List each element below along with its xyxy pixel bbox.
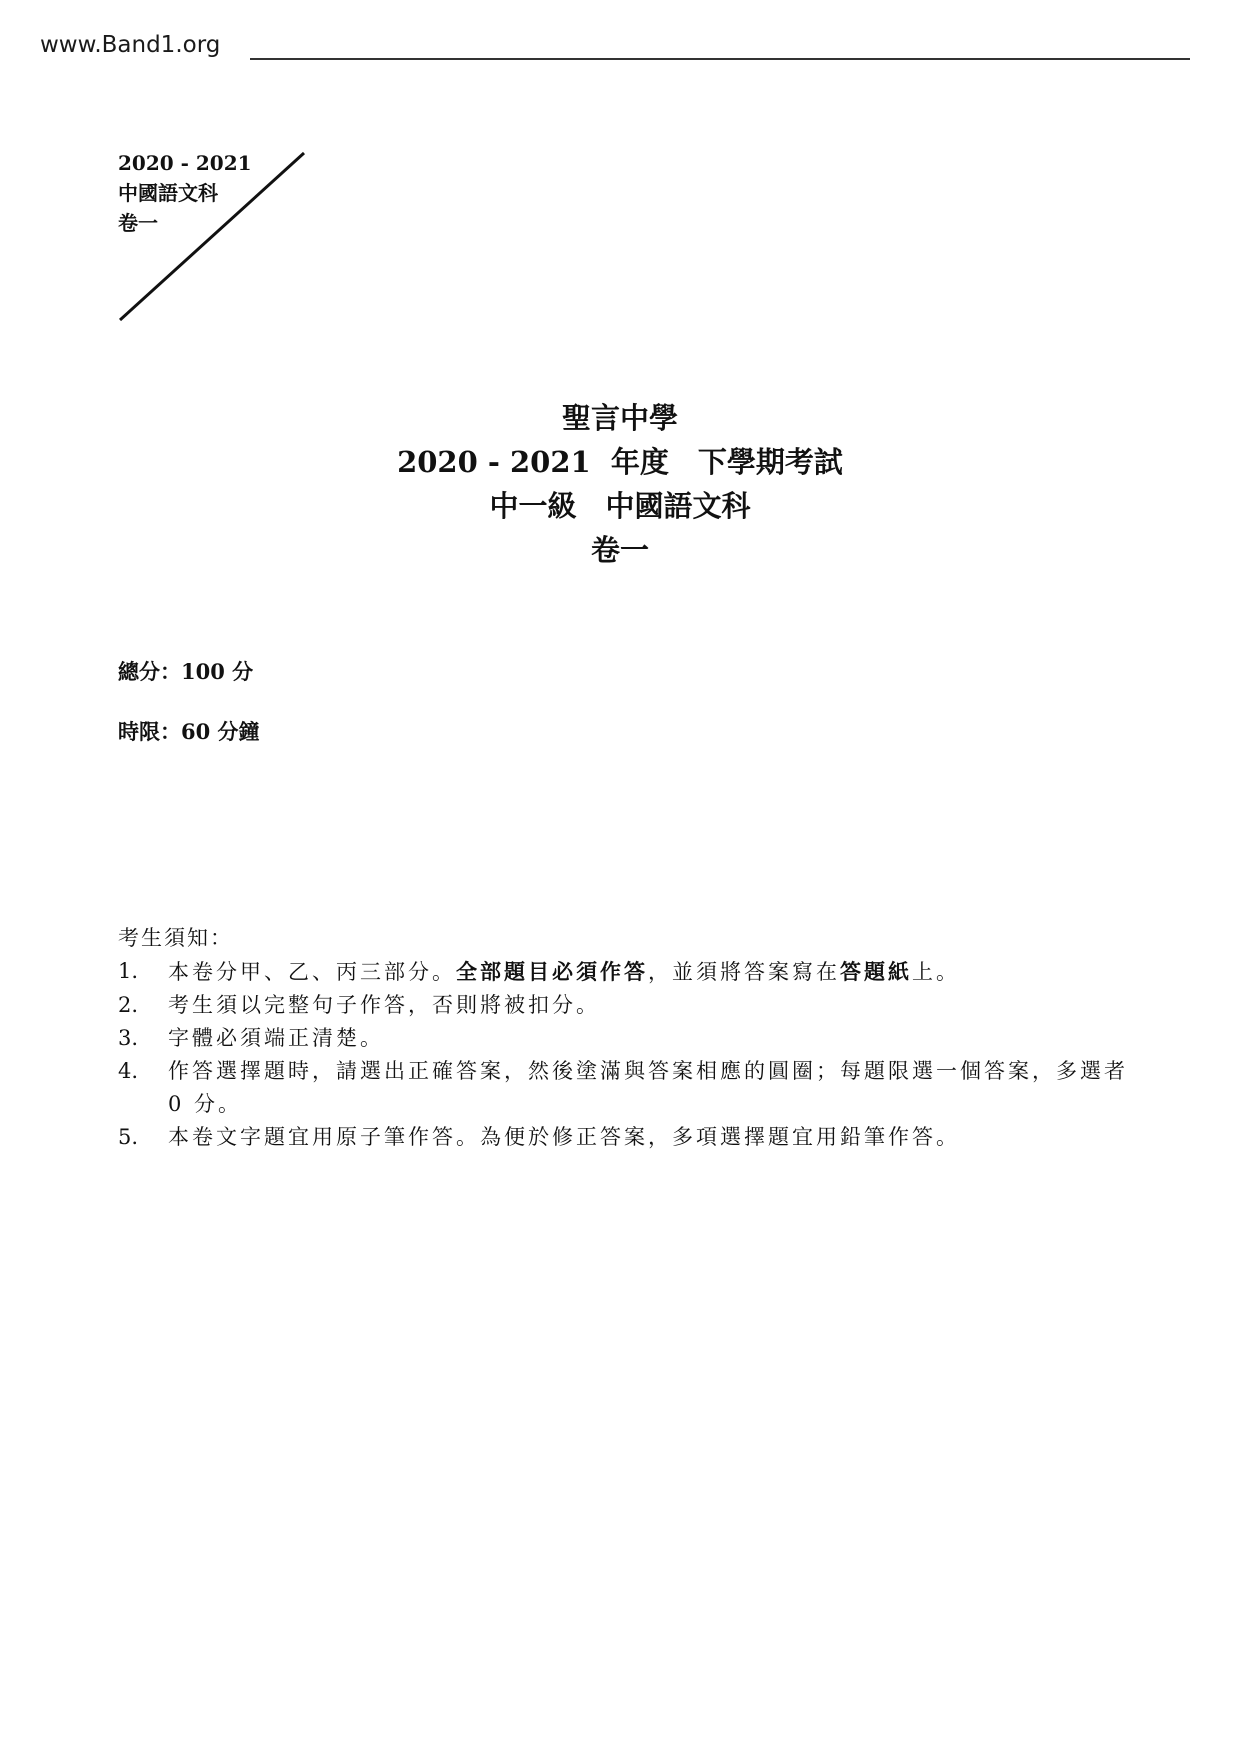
instruction-text: 作答選擇題時，請選出正確答案，然後塗滿與答案相應的圓圈；每題限選一個答案，多選者 0 分。 (168, 1059, 1128, 1116)
corner-label-box (118, 148, 318, 328)
site-header (40, 30, 1190, 62)
header-rule (250, 58, 1190, 60)
instruction-number: 2. (118, 993, 139, 1017)
instruction-item (118, 1022, 1128, 1055)
paper-title: 卷一 (590, 533, 649, 567)
instruction-item (118, 1121, 1128, 1154)
instruction-text: 本卷文字題宜用原子筆作答。為便於修正答案，多項選擇題宜用鉛筆作答。 (168, 1125, 960, 1149)
instruction-emphasis: 全部題目必須作答 (456, 959, 648, 984)
school-name: 聖言中學 (561, 401, 678, 435)
corner-text (118, 148, 252, 238)
corner-year: 2020 - 2021 (118, 151, 252, 175)
total-marks: 總分：100 分 (118, 659, 254, 684)
time-limit: 時限：60 分鐘 (118, 719, 260, 744)
class-subject: 中一級 中國語文科 (489, 489, 751, 523)
instruction-text-part: ，並須將答案寫在 (648, 960, 840, 984)
instruction-emphasis: 答題紙 (840, 959, 912, 984)
title-block (0, 396, 1240, 572)
exam-title: 2020 - 2021 年度 下學期考試 (397, 445, 843, 479)
instruction-number: 3. (118, 1026, 139, 1050)
instruction-number: 5. (118, 1125, 139, 1149)
instruction-text: 字體必須端正清楚。 (168, 1026, 384, 1050)
instruction-text: 考生須以完整句子作答，否則將被扣分。 (168, 993, 600, 1017)
instructions-heading: 考生須知： (118, 926, 233, 950)
instruction-number: 4. (118, 1059, 139, 1083)
site-url: www.Band1.org (40, 32, 221, 58)
instruction-text-part: 上。 (912, 960, 960, 984)
instruction-text-part: 本卷分甲、乙、丙三部分。 (168, 960, 456, 984)
instruction-item (118, 1055, 1128, 1121)
instruction-number: 1. (118, 959, 139, 983)
instruction-item (118, 989, 1128, 1022)
corner-subject: 中國語文科 (118, 181, 218, 205)
instruction-text (168, 955, 1128, 989)
candidate-instructions (118, 922, 1128, 1154)
corner-paper: 卷一 (118, 211, 158, 235)
instruction-item (118, 955, 1128, 989)
